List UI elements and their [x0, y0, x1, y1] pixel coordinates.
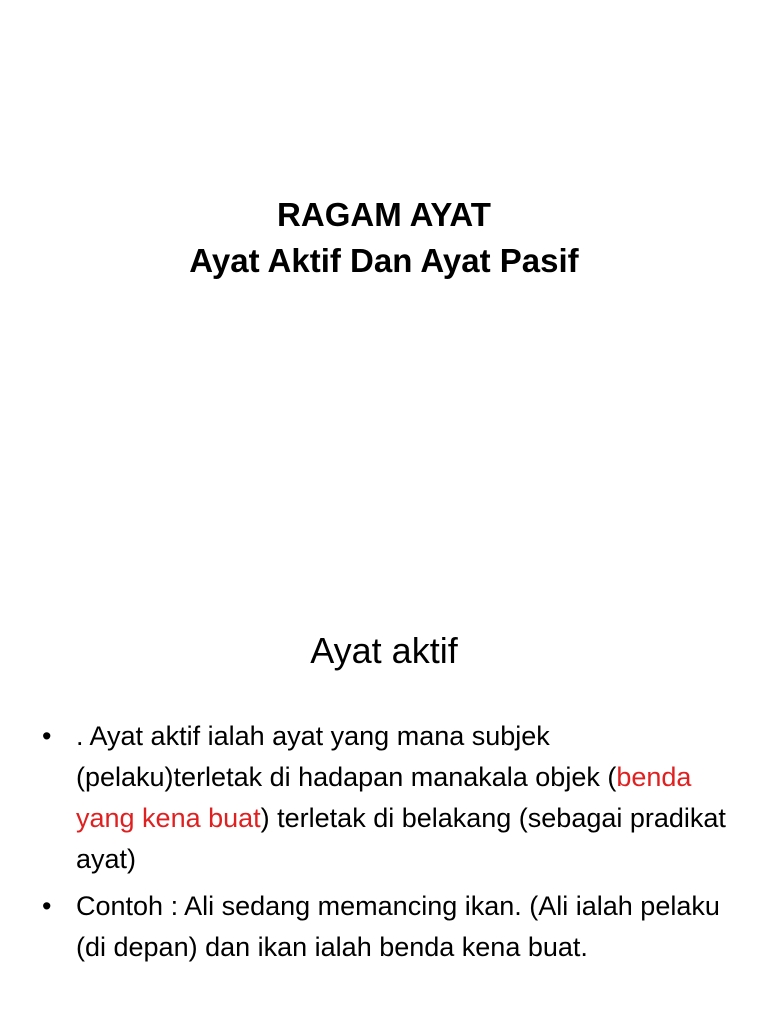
bullet-icon: • — [42, 891, 52, 921]
bullet-example — [42, 886, 732, 968]
definition-text-end: ) terletak di belakang (sebagai pradikat ayat) — [76, 803, 726, 874]
example-text: Contoh : Ali sedang memancing ikan. (Ali ialah pelaku (di depan) dan ikan ialah benda kena buat. — [76, 891, 720, 962]
bullet-list — [42, 716, 732, 974]
definition-highlight: benda yang kena buat — [76, 762, 692, 833]
title-line-subtitle: Ayat Aktif Dan Ayat Pasif — [189, 242, 579, 279]
slide-ayat-aktif — [0, 512, 768, 1024]
definition-text-start: . Ayat aktif ialah ayat yang mana subjek (pelaku)terletak di hadapan manakala objek ( — [76, 721, 617, 792]
slide-title-heading — [0, 192, 768, 284]
title-line-main: RAGAM AYAT — [277, 196, 491, 233]
section-heading: Ayat aktif — [310, 630, 458, 671]
bullet-definition — [42, 716, 732, 880]
bullet-icon: • — [42, 721, 52, 751]
